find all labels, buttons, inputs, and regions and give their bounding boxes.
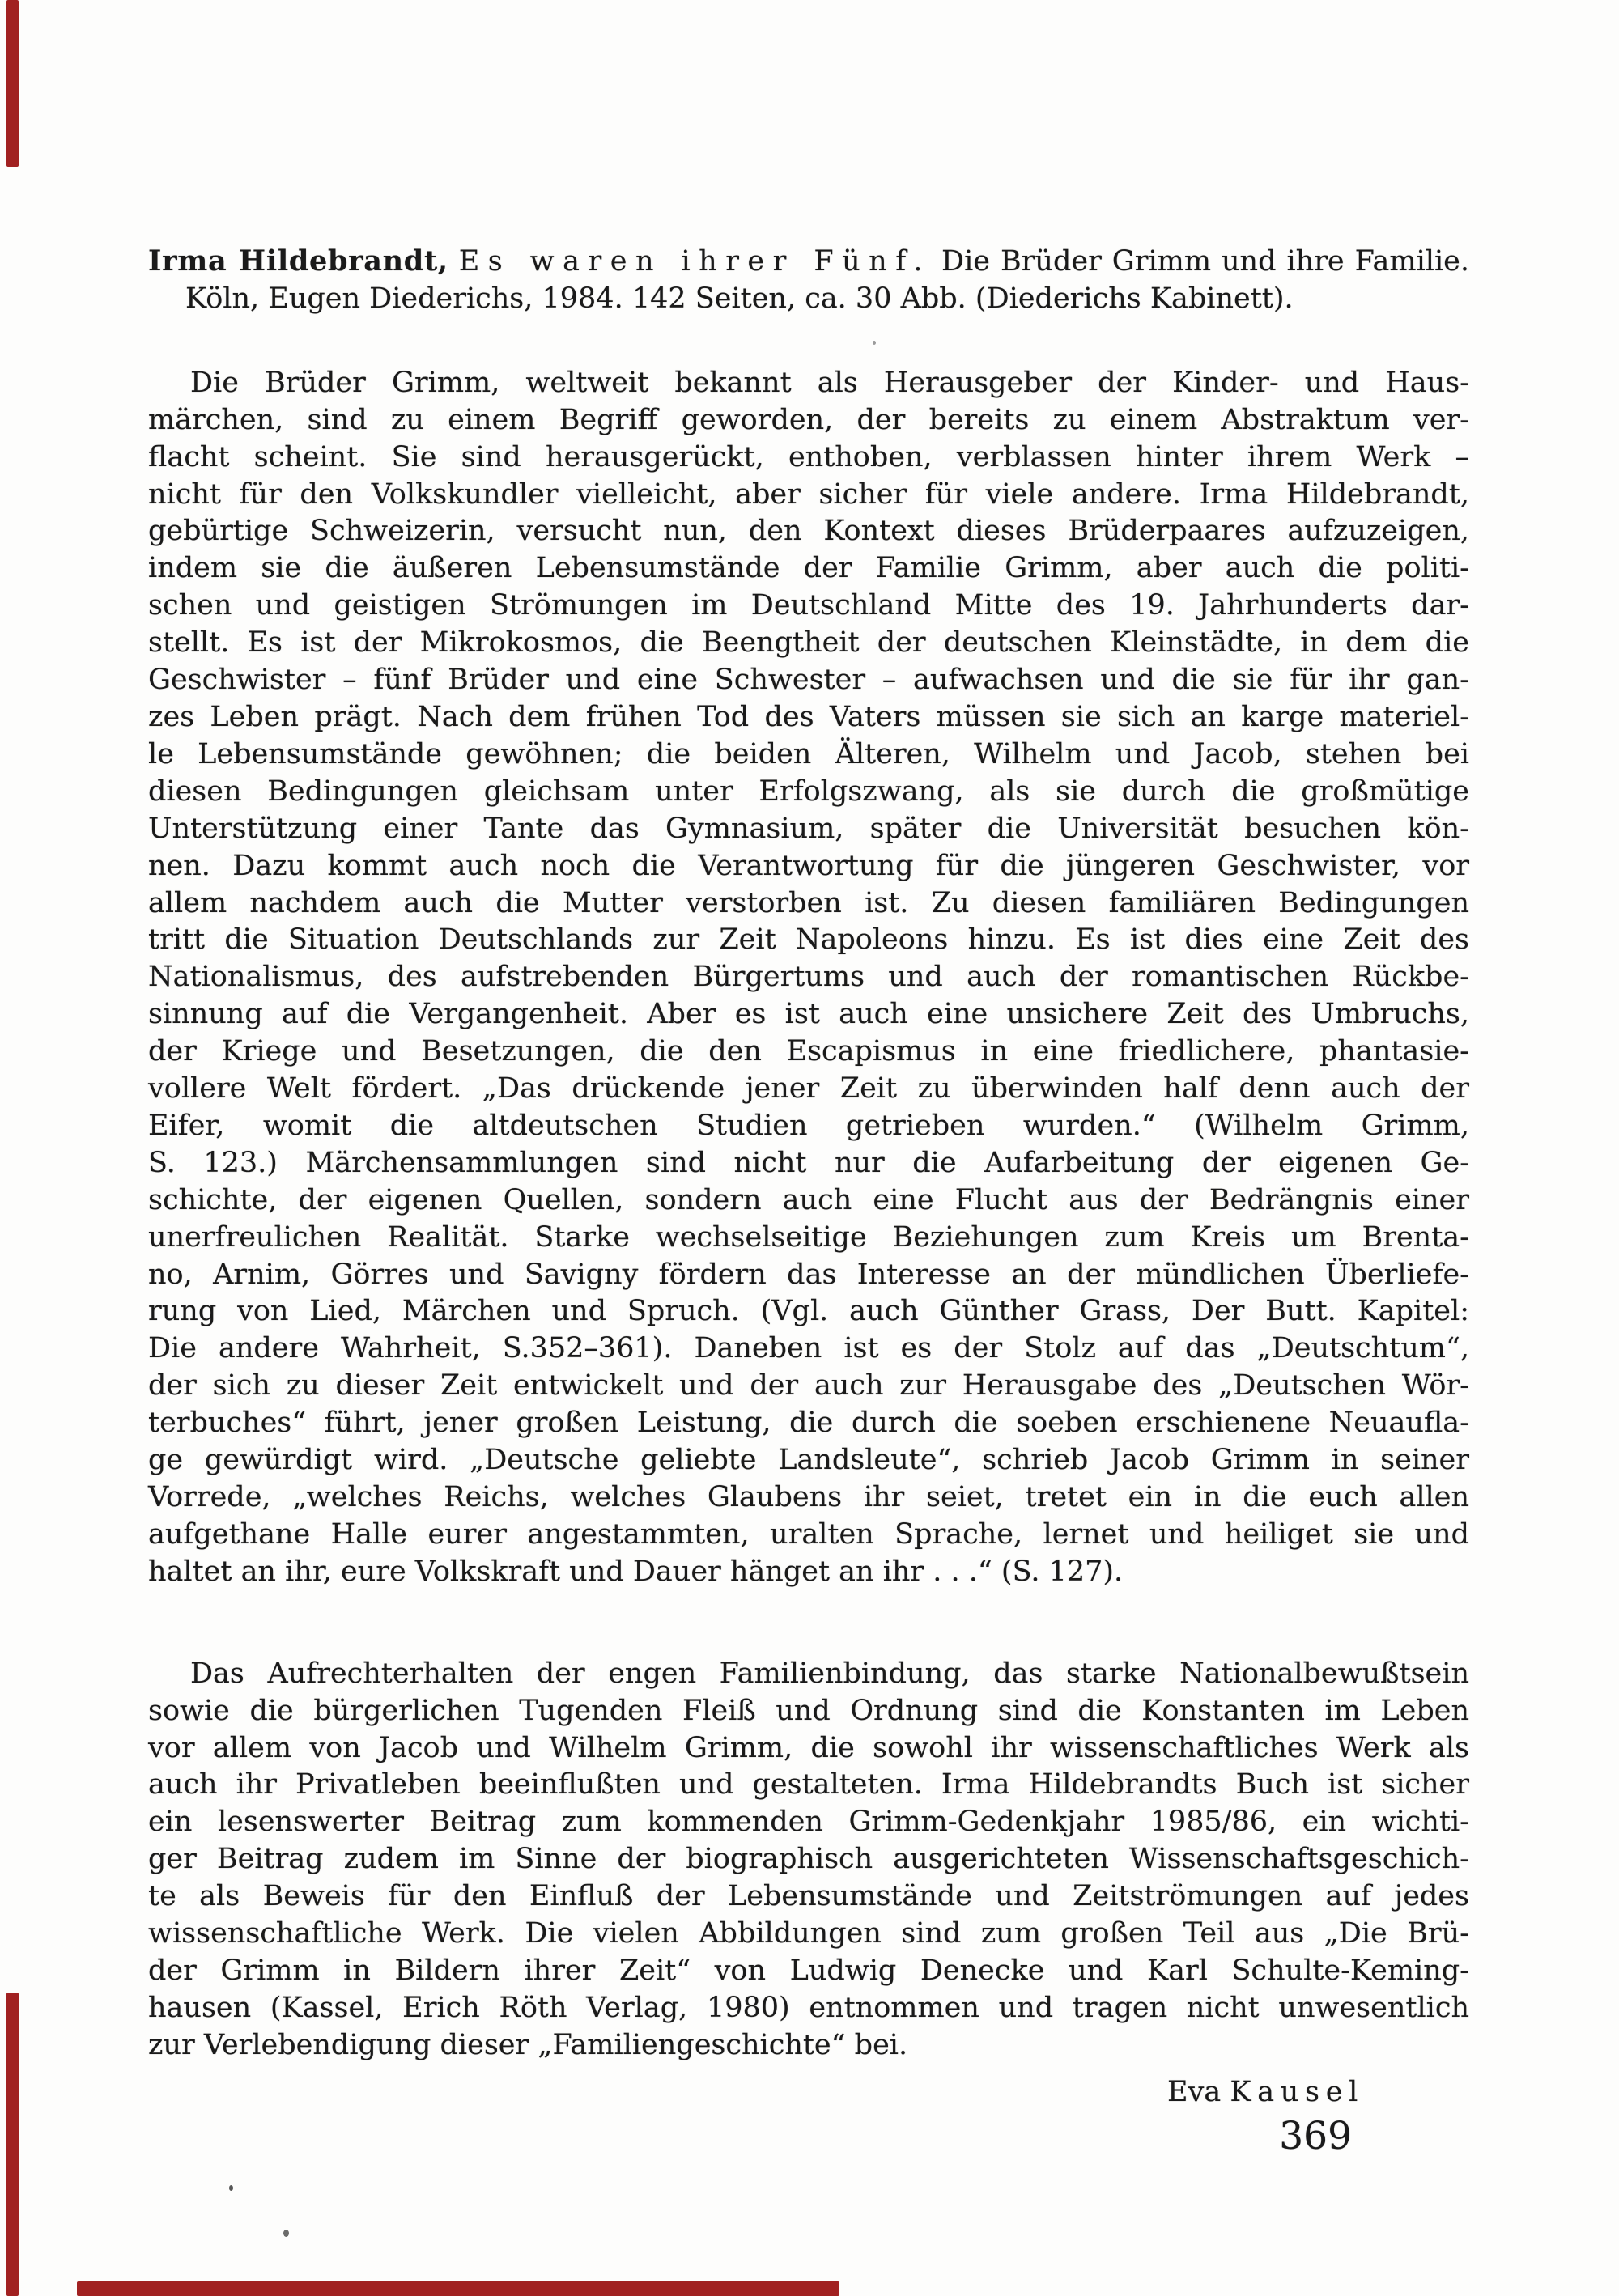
text-line: sowie die bürgerlichen Tugenden Fleiß und Ordnung sind die Konstanten im Leben	[148, 1694, 1469, 1727]
text-line: le Lebensumstände gewöhnen; die beiden Älteren, Wilhelm und Jacob, stehen bei	[148, 737, 1469, 770]
text-line: wissenschaftliche Werk. Die vielen Abbildungen sind zum großen Teil aus „Die Brü-	[148, 1917, 1469, 1950]
text-line: zur Verlebendigung dieser „Familiengeschichte“ bei.	[148, 2028, 908, 2061]
text-line: Unterstützung einer Tante das Gymnasium, später die Universität besuchen kön-	[148, 812, 1469, 845]
text-line: haltet an ihr, eure Volkskraft und Dauer hänget an ihr . . .“ (S. 127).	[148, 1555, 1124, 1588]
text-line: Das Aufrechterhalten der engen Familienbindung, das starke Nationalbewußtsein	[190, 1657, 1469, 1690]
ink-speck	[229, 2185, 233, 2191]
text-line: S. 123.) Märchensammlungen sind nicht nur die Aufarbeitung der eigenen Ge-	[148, 1146, 1469, 1179]
text-line: ger Beitrag zudem im Sinne der biographisch ausgerichteten Wissenschaftsgeschich-	[148, 1843, 1469, 1876]
text-line: vor allem von Jacob und Wilhelm Grimm, die sowohl ihr wissenschaftliches Werk als	[148, 1731, 1469, 1764]
text-line: Vorrede, „welches Reichs, welches Glaubens ihr seiet, tretet ein in die euch allen	[148, 1481, 1469, 1513]
text-line: Eifer, womit die altdeutschen Studien getrieben wurden.“ (Wilhelm Grimm,	[148, 1109, 1469, 1142]
text-line: der sich zu dieser Zeit entwickelt und der auch zur Herausgabe des „Deutschen Wör-	[148, 1369, 1469, 1403]
review-body	[148, 365, 1469, 2111]
reference-title-spaced: Es waren ihrer Fünf.	[458, 245, 932, 278]
text-line: terbuches“ führt, jener großen Leistung, die durch die soeben erschienene Neuaufla-	[148, 1407, 1469, 1440]
scan-edge-mark-top-left	[6, 0, 19, 167]
text-line: Nationalismus, des aufstrebenden Bürgertums und auch der romantischen Rückbe-	[148, 961, 1469, 994]
text-line: vollere Welt fördert. „Das drückende jener Zeit zu überwinden half denn auch der	[148, 1072, 1469, 1106]
text-line: der Kriege und Besetzungen, die den Escapismus in eine friedlichere, phantasie-	[148, 1035, 1469, 1068]
text-line: unerfreulichen Realität. Starke wechselseitige Beziehungen zum Kreis um Brenta-	[148, 1220, 1469, 1254]
text-line: rung von Lied, Märchen und Spruch. (Vgl. auch Günther Grass, Der Butt. Kapitel:	[148, 1295, 1469, 1328]
text-line: zes Leben prägt. Nach dem frühen Tod des Vaters müssen sie sich an karge materiel-	[148, 700, 1469, 733]
text-line: märchen, sind zu einem Begriff geworden, der bereits zu einem Abstraktum ver-	[148, 403, 1469, 436]
text-line: ge gewürdigt wird. „Deutsche geliebte Landsleute“, schrieb Jacob Grimm in seiner	[148, 1444, 1469, 1477]
reviewer-last-name: Kausel	[1230, 2075, 1364, 2108]
text-line: sinnung auf die Vergangenheit. Aber es ist auch eine unsichere Zeit des Umbruchs,	[148, 998, 1469, 1031]
text-line: schen und geistigen Strömungen im Deutschland Mitte des 19. Jahrhunderts dar-	[148, 589, 1469, 622]
text-column	[148, 243, 1469, 2111]
text-line: auch ihr Privatleben beeinflußten und gestalteten. Irma Hildebrandts Buch ist sicher	[148, 1768, 1469, 1802]
text-line: diesen Bedingungen gleichsam unter Erfolgszwang, als sie durch die großmütige	[148, 775, 1469, 808]
text-line: flacht scheint. Sie sind herausgerückt, enthoben, verblassen hinter ihrem Werk –	[148, 440, 1469, 473]
text-line: Die Brüder Grimm, weltweit bekannt als Herausgeber der Kinder- und Haus-	[190, 366, 1469, 399]
reference-author: Irma Hildebrandt,	[148, 244, 448, 278]
scan-edge-mark-bottom	[77, 2281, 839, 2296]
text-line: allem nachdem auch die Mutter verstorben ist. Zu diesen familiären Bedingungen	[148, 886, 1469, 919]
text-line: no, Arnim, Görres und Savigny fördern das Interesse an der mündlichen Überliefe-	[148, 1258, 1469, 1291]
text-line: nicht für den Volkskundler vielleicht, aber sicher für viele andere. Irma Hildebrandt,	[148, 477, 1469, 511]
review-paragraph-1	[148, 365, 1469, 1591]
text-line: aufgethane Halle eurer angestammten, uralten Sprache, lernet und heiliget sie und	[148, 1517, 1469, 1551]
page-number: 369	[1279, 2114, 1352, 2158]
text-line: tritt die Situation Deutschlands zur Zeit Napoleons hinzu. Es ist dies eine Zeit des	[148, 923, 1469, 957]
text-line: Geschwister – fünf Brüder und eine Schwester – aufwachsen und die sie für ihr gan-	[148, 664, 1469, 697]
text-line: ein lesenswerter Beitrag zum kommenden Grimm-Gedenkjahr 1985/86, ein wichti-	[148, 1806, 1469, 1839]
text-line: stellt. Es ist der Mikrokosmos, die Beengtheit der deutschen Kleinstädte, in dem die	[148, 626, 1469, 660]
text-line: Die andere Wahrheit, S.352–361). Daneben ist es der Stolz auf das „Deutschtum“,	[148, 1332, 1469, 1365]
text-line: te als Beweis für den Einfluß der Lebensumstände und Zeitströmungen auf jedes	[148, 1880, 1469, 1913]
ink-speck	[283, 2230, 289, 2237]
text-line: gebürtige Schweizerin, versucht nun, den Kontext dieses Brüderpaares aufzuzeigen,	[148, 515, 1469, 548]
scan-edge-mark-bottom-left	[6, 1993, 19, 2296]
text-line: nen. Dazu kommt auch noch die Verantwortung für die jüngeren Geschwister, vor	[148, 849, 1469, 882]
reference-line-1	[148, 243, 1469, 281]
text-line: schichte, der eigenen Quellen, sondern auch eine Flucht aus der Bedrängnis einer	[148, 1183, 1469, 1216]
text-line: der Grimm in Bildern ihrer Zeit“ von Ludwig Denecke und Karl Schulte-Keming-	[148, 1954, 1469, 1987]
reviewer-signature	[148, 2074, 1469, 2111]
reviewer-first-name: Eva	[1167, 2075, 1222, 2108]
text-line: hausen (Kassel, Erich Röth Verlag, 1980) entnommen und tragen nicht unwesentlich	[148, 1991, 1469, 2024]
review-paragraph-2	[148, 1656, 1469, 2065]
reference-title-rest: Die Brüder Grimm und ihre Familie.	[941, 245, 1469, 278]
reference-header	[148, 243, 1469, 318]
text-line: indem sie die äußeren Lebensumstände der Familie Grimm, aber auch die politi-	[148, 552, 1469, 585]
reference-imprint: Köln, Eugen Diederichs, 1984. 142 Seiten, ca. 30 Abb. (Diederichs Kabinett).	[185, 282, 1294, 315]
